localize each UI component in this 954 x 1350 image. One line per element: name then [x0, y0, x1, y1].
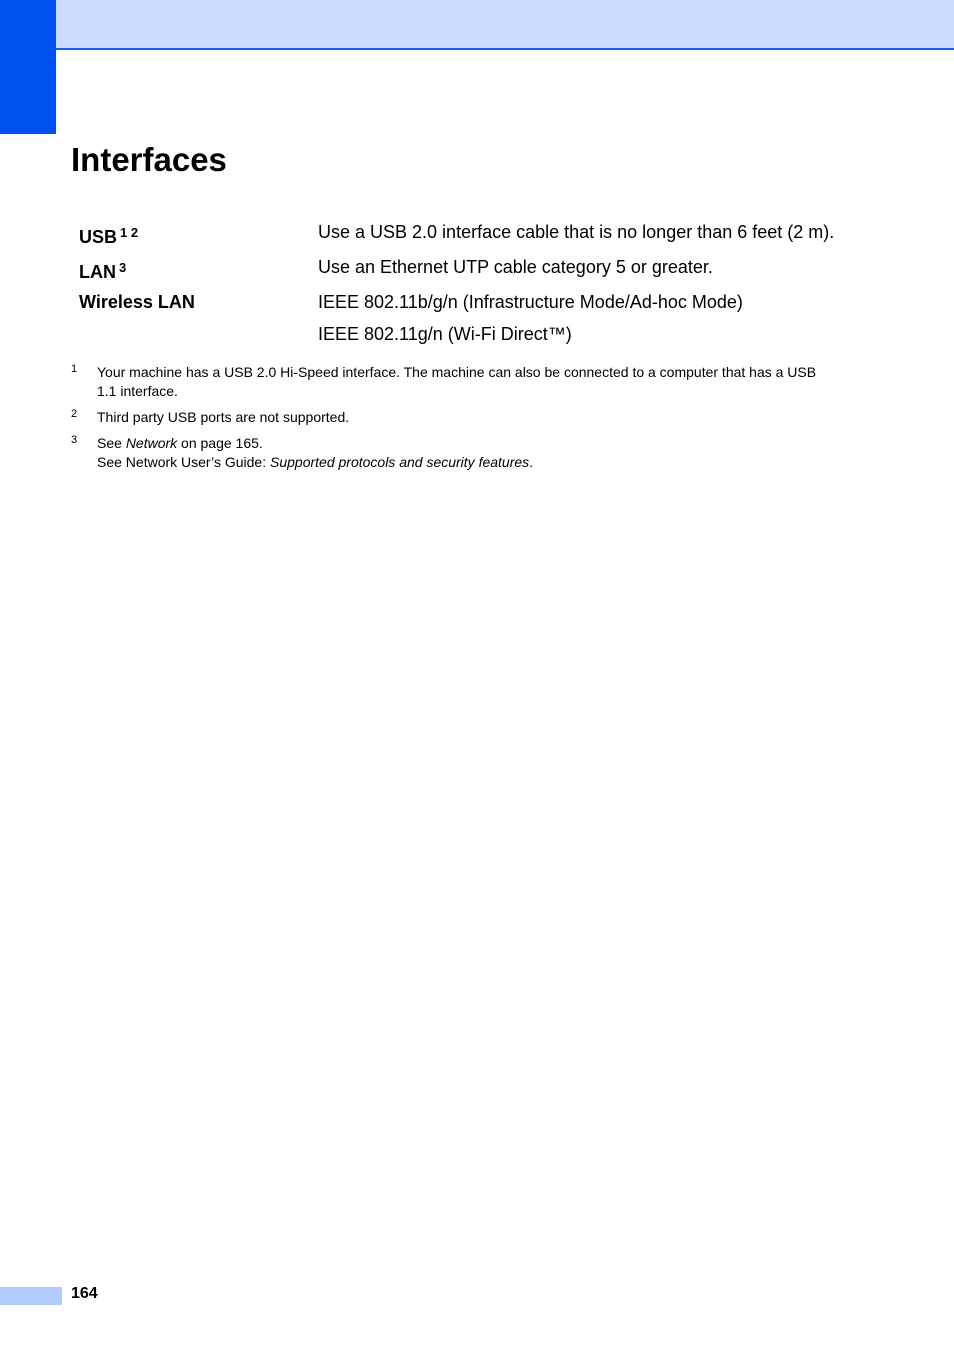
footnote-line: 1.1 interface. [97, 383, 178, 399]
footnote-line [97, 434, 867, 453]
footnote-number: 2 [71, 408, 78, 420]
spec-value-usb: Use a USB 2.0 interface cable that is no longer than 6 feet (2 m). [318, 222, 835, 242]
footnote-ref: 3 [119, 260, 127, 275]
footnote-1 [97, 363, 867, 401]
footnote-line: Your machine has a USB 2.0 Hi-Speed interface. The machine can also be connected to a computer that has a USB [97, 364, 817, 380]
footnote-line [97, 453, 867, 472]
page-title: Interfaces [71, 141, 227, 178]
chapter-side-tab [0, 0, 56, 134]
spec-label-wireless-lan: Wireless LAN [79, 292, 195, 312]
footnote-number: 3 [71, 434, 78, 446]
footnote-text: on page 165. [177, 435, 263, 451]
footnote-number: 1 [71, 363, 78, 375]
spec-label-usb [79, 226, 138, 250]
cross-reference-link[interactable]: Network [125, 435, 178, 451]
footer-bar [0, 1287, 62, 1305]
cross-reference-link[interactable]: Supported protocols and security features [270, 454, 530, 470]
spec-label-text: USB [79, 227, 118, 247]
footnote-text: See Network User’s Guide: [97, 454, 270, 470]
footnote-2: Third party USB ports are not supported. [97, 409, 350, 425]
spec-label-lan [79, 261, 126, 285]
spec-value-wireless-lan-direct: IEEE 802.11g/n (Wi-Fi Direct™) [318, 324, 572, 344]
page-number: 164 [71, 1285, 98, 1302]
header-band [56, 0, 954, 50]
footnote-text: . [529, 454, 534, 470]
footnote-text: See [97, 435, 126, 451]
spec-value-lan: Use an Ethernet UTP cable category 5 or greater. [318, 257, 713, 277]
spec-label-text: LAN [79, 262, 116, 282]
footnote-3 [97, 434, 867, 472]
spec-value-wireless-lan-infra: IEEE 802.11b/g/n (Infrastructure Mode/Ad-hoc Mode) [318, 292, 743, 312]
footnote-ref: 1 2 [120, 225, 139, 240]
